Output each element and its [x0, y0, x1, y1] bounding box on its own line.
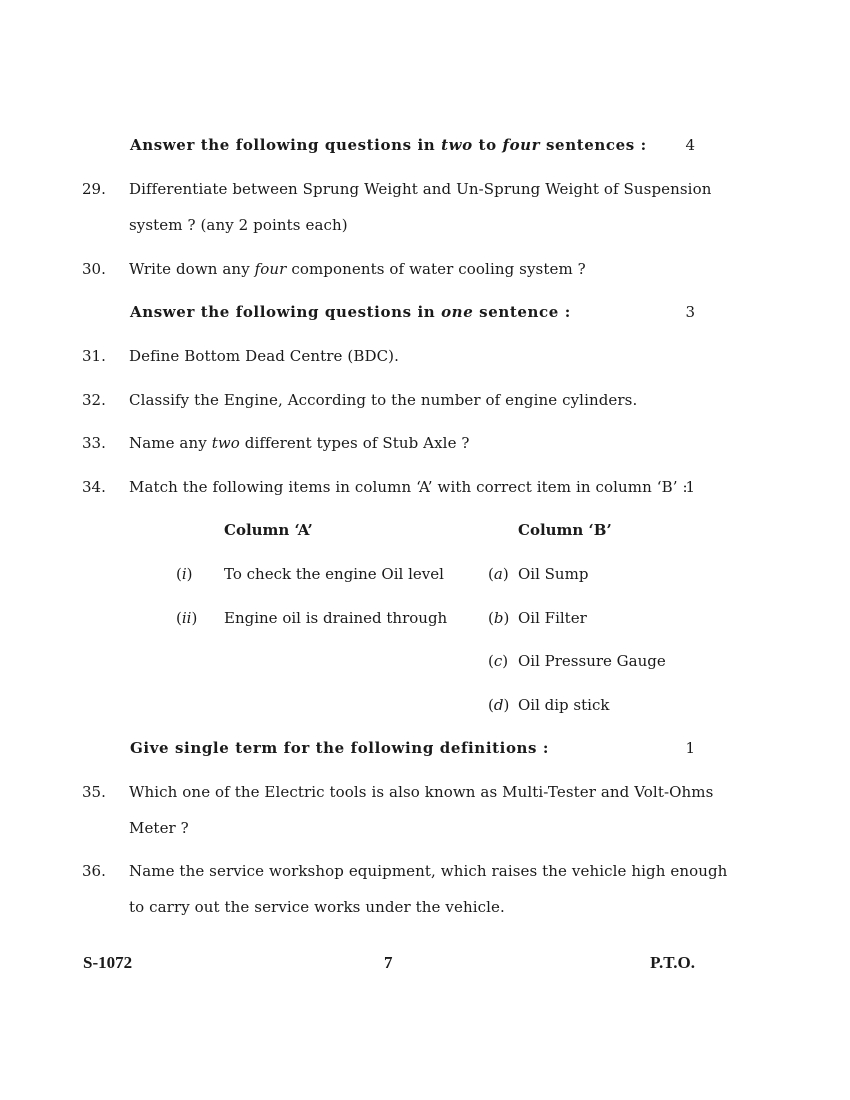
- question-number: 30.: [82, 260, 106, 278]
- column-b-item: Oil Filter: [518, 609, 587, 627]
- question-text: Which one of the Electric tools is also known as Multi-Tester and Volt-Ohms: [129, 783, 714, 801]
- section-marks: 1: [685, 739, 695, 757]
- heading-emphasis: one: [441, 303, 474, 321]
- question-text-part: components of water cooling system ?: [286, 260, 586, 278]
- question-text-part: Write down any: [129, 260, 255, 278]
- question-text-continued: to carry out the service works under the vehicle.: [129, 898, 505, 916]
- roman-numeral: i: [181, 565, 187, 583]
- question-text: Classify the Engine, According to the number of engine cylinders.: [129, 391, 638, 409]
- heading-text: Answer the following questions in: [130, 303, 442, 321]
- column-a-item: Engine oil is drained through: [224, 609, 448, 627]
- letter-label: d: [493, 696, 504, 714]
- question-text: Differentiate between Sprung Weight and Un-Sprung Weight of Suspension: [129, 180, 712, 198]
- heading-emphasis: four: [502, 136, 541, 154]
- section-heading-short-answer: [130, 136, 647, 154]
- letter-label: a: [493, 565, 503, 583]
- question-emphasis: four: [254, 260, 287, 278]
- question-number: 36.: [82, 862, 106, 880]
- question-number: 35.: [82, 783, 106, 801]
- question-number: 31.: [82, 347, 106, 365]
- column-b-label: (d): [488, 696, 510, 714]
- question-text: [129, 260, 586, 278]
- roman-numeral: ii: [181, 609, 192, 627]
- section-heading-single-term: Give single term for the following definitions :: [130, 739, 550, 757]
- question-marks: 1: [685, 478, 695, 496]
- heading-text: sentence :: [473, 303, 571, 321]
- heading-text: to: [472, 136, 503, 154]
- column-b-title: Column ‘B’: [518, 521, 612, 539]
- section-marks: 3: [685, 303, 695, 321]
- column-b-label: (a): [488, 565, 509, 583]
- question-text: [129, 434, 470, 452]
- column-b-item: Oil Pressure Gauge: [518, 652, 666, 670]
- heading-text: sentences :: [540, 136, 647, 154]
- column-a-label: (ii): [176, 609, 198, 627]
- question-text-continued: Meter ?: [129, 819, 189, 837]
- section-marks: 4: [685, 136, 695, 154]
- pto-label: P.T.O.: [650, 953, 695, 972]
- question-emphasis: two: [211, 434, 240, 452]
- heading-text: Answer the following questions in: [130, 136, 442, 154]
- question-number: 32.: [82, 391, 106, 409]
- column-b-label: (b): [488, 609, 510, 627]
- column-b-label: (c): [488, 652, 509, 670]
- column-b-item: Oil Sump: [518, 565, 589, 583]
- column-a-title: Column ‘A’: [224, 521, 313, 539]
- heading-emphasis: two: [441, 136, 473, 154]
- column-a-item: To check the engine Oil level: [224, 565, 444, 583]
- question-text: Name the service workshop equipment, which raises the vehicle high enough: [129, 862, 728, 880]
- letter-label: c: [493, 652, 503, 670]
- page-number: 7: [384, 953, 393, 972]
- question-text: Define Bottom Dead Centre (BDC).: [129, 347, 399, 365]
- question-text-part: different types of Stub Axle ?: [239, 434, 470, 452]
- question-text-continued: system ? (any 2 points each): [129, 216, 348, 234]
- column-a-label: (i): [176, 565, 193, 583]
- question-number: 29.: [82, 180, 106, 198]
- question-number: 34.: [82, 478, 106, 496]
- paper-code: S-1072: [83, 953, 133, 972]
- question-number: 33.: [82, 434, 106, 452]
- letter-label: b: [493, 609, 504, 627]
- question-text: Match the following items in column ‘A’ with correct item in column ‘B’ :: [129, 478, 688, 496]
- question-text-part: Name any: [129, 434, 212, 452]
- section-heading-one-sentence: [130, 303, 571, 321]
- column-b-item: Oil dip stick: [518, 696, 610, 714]
